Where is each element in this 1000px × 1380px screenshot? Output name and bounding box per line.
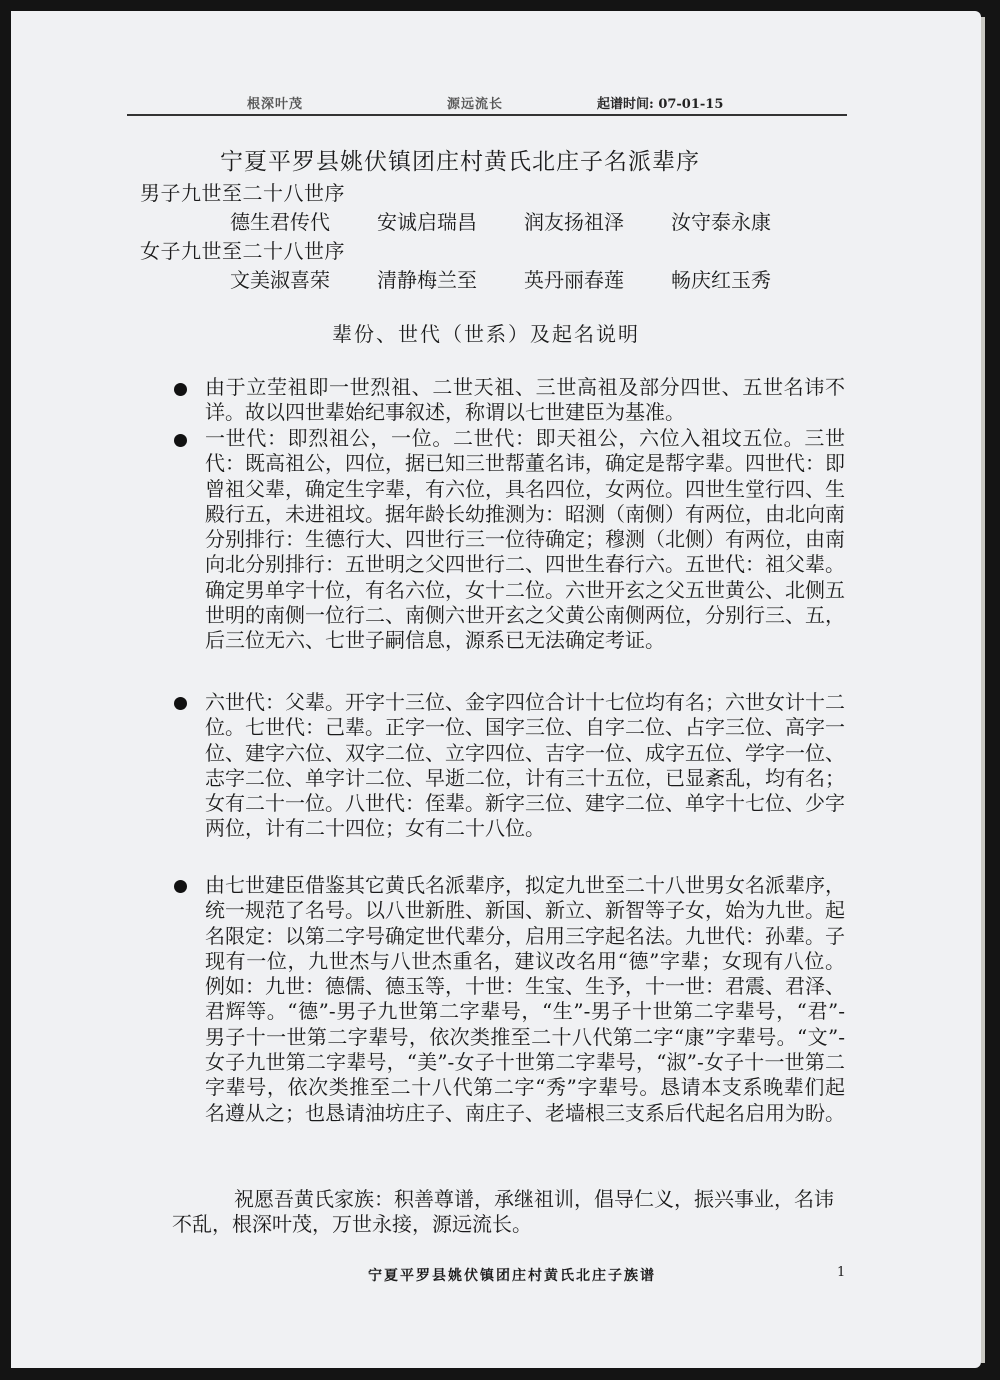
header-motto-mid: 源远流长: [447, 97, 504, 112]
bullet-paragraph-3: [205, 690, 845, 842]
male-group-1: 德生君传代: [230, 210, 330, 234]
bullet-paragraph-2: [205, 426, 845, 654]
female-sequence-label: 女子九世至二十八世序: [140, 239, 345, 263]
male-group-4: 汝守泰永康: [671, 210, 771, 234]
male-group-2: 安诚启瑞昌: [377, 210, 477, 234]
female-sequence-row: [230, 264, 818, 293]
bullet-icon: [174, 880, 187, 893]
bullet-icon: [174, 697, 187, 710]
female-group-1: 文美淑喜荣: [230, 268, 330, 292]
bullet-text: 六世代：父辈。开字十三位、金字四位合计十七位均有名；六世女计十二位。七世代：己辈。正字一位、国字三位、自字二位、占字三位、高字一位、建字六位、双字二位、立字四位、吉字一位、成字五位、学字一位、志字二位、单字计二位、早逝二位，计有三十五位，已显紊乱，均有名；女有二十一位。八世代：侄辈。新字三位、建字二位、单字十七位、少字两位，计有二十四位；女有二十八位。: [205, 690, 845, 841]
section-title: 辈份、世代（世系）及起名说明: [332, 322, 640, 346]
bullet-icon: [174, 383, 187, 396]
page-edge: [981, 17, 985, 1363]
bullet-paragraph-1: [205, 375, 845, 426]
footer-title: 宁夏平罗县姚伏镇团庄村黄氏北庄子族谱: [368, 1268, 656, 1284]
header-date: 起谱时间: 07-01-15: [597, 97, 724, 112]
bullet-text: 一世代：即烈祖公，一位。二世代：即天祖公，六位入祖坟五位。三世代：既高祖公，四位，据已知三世帮董名讳，确定是帮字辈。四世代：即曾祖父辈，确定生字辈，有六位，具名四位，女两位。四世生堂行四、生殿行五，未进祖坟。据年龄长幼推测为：昭测（南侧）有两位，由北向南分别排行：生德行大、四世行三一位待确定；穆测（北侧）有两位，由南向北分别排行：五世明之父四世行二、四世生春行六。五世代：祖父辈。确定男单字十位，有名六位，女十二位。六世开玄之父五世黄公、北侧五世明的南侧一位行二、南侧六世开玄之父黄公南侧两位，分别行三、五，后三位无六、七世子嗣信息，源系已无法确定考证。: [205, 426, 845, 653]
bullet-icon: [174, 434, 187, 447]
closing-blessing: 祝愿吾黄氏家族：积善尊谱，承继祖训，倡导仁义，振兴事业，名讳不乱，根深叶茂，万世永接，源远流长。: [172, 1187, 834, 1237]
bullet-text: 由于立茔祖即一世烈祖、二世天祖、三世高祖及部分四世、五世名讳不详。故以四世辈始纪事叙述，称谓以七世建臣为基准。: [205, 375, 845, 425]
female-group-2: 清静梅兰至: [377, 268, 477, 292]
page-header: [127, 88, 847, 116]
female-group-4: 畅庆红玉秀: [671, 268, 771, 292]
bullet-text: 由七世建臣借鉴其它黄氏名派辈序，拟定九世至二十八世男女名派辈序，统一规范了名号。以八世新胜、新国、新立、新智等子女，始为九世。起名限定：以第二字号确定世代辈分，启用三字起名法。九世代：孙辈。子现有一位，九世杰与八世杰重名，建议改名用“德”字辈；女现有八位。例如：九世：德儒、德玉等，十世：生宝、生予，十一世：君震、君泽、君辉等。“德”-男子九世第二字辈号，“生”-男子十世第二字辈号，“君”-男子十一世第二字辈号，依次类推至二十八代第二字“康”字辈号。“文”-女子九世第二字辈号，“美”-女子十世第二字辈号，“淑”-女子十一世第二字辈号，依次类推至二十八代第二字“秀”字辈号。恳请本支系晚辈们起名遵从之；也恳请油坊庄子、南庄子、老墙根三支系后代起名启用为盼。: [205, 873, 845, 1125]
page-number: 1: [837, 1265, 846, 1280]
male-group-3: 润友扬祖泽: [524, 210, 624, 234]
bullet-paragraph-4: [205, 873, 845, 1126]
header-motto-left: 根深叶茂: [247, 97, 304, 112]
document-title: 宁夏平罗县姚伏镇团庄村黄氏北庄子名派辈序: [220, 149, 700, 175]
female-group-3: 英丹丽春莲: [524, 268, 624, 292]
male-sequence-label: 男子九世至二十八世序: [140, 181, 345, 205]
male-sequence-row: [230, 206, 818, 235]
